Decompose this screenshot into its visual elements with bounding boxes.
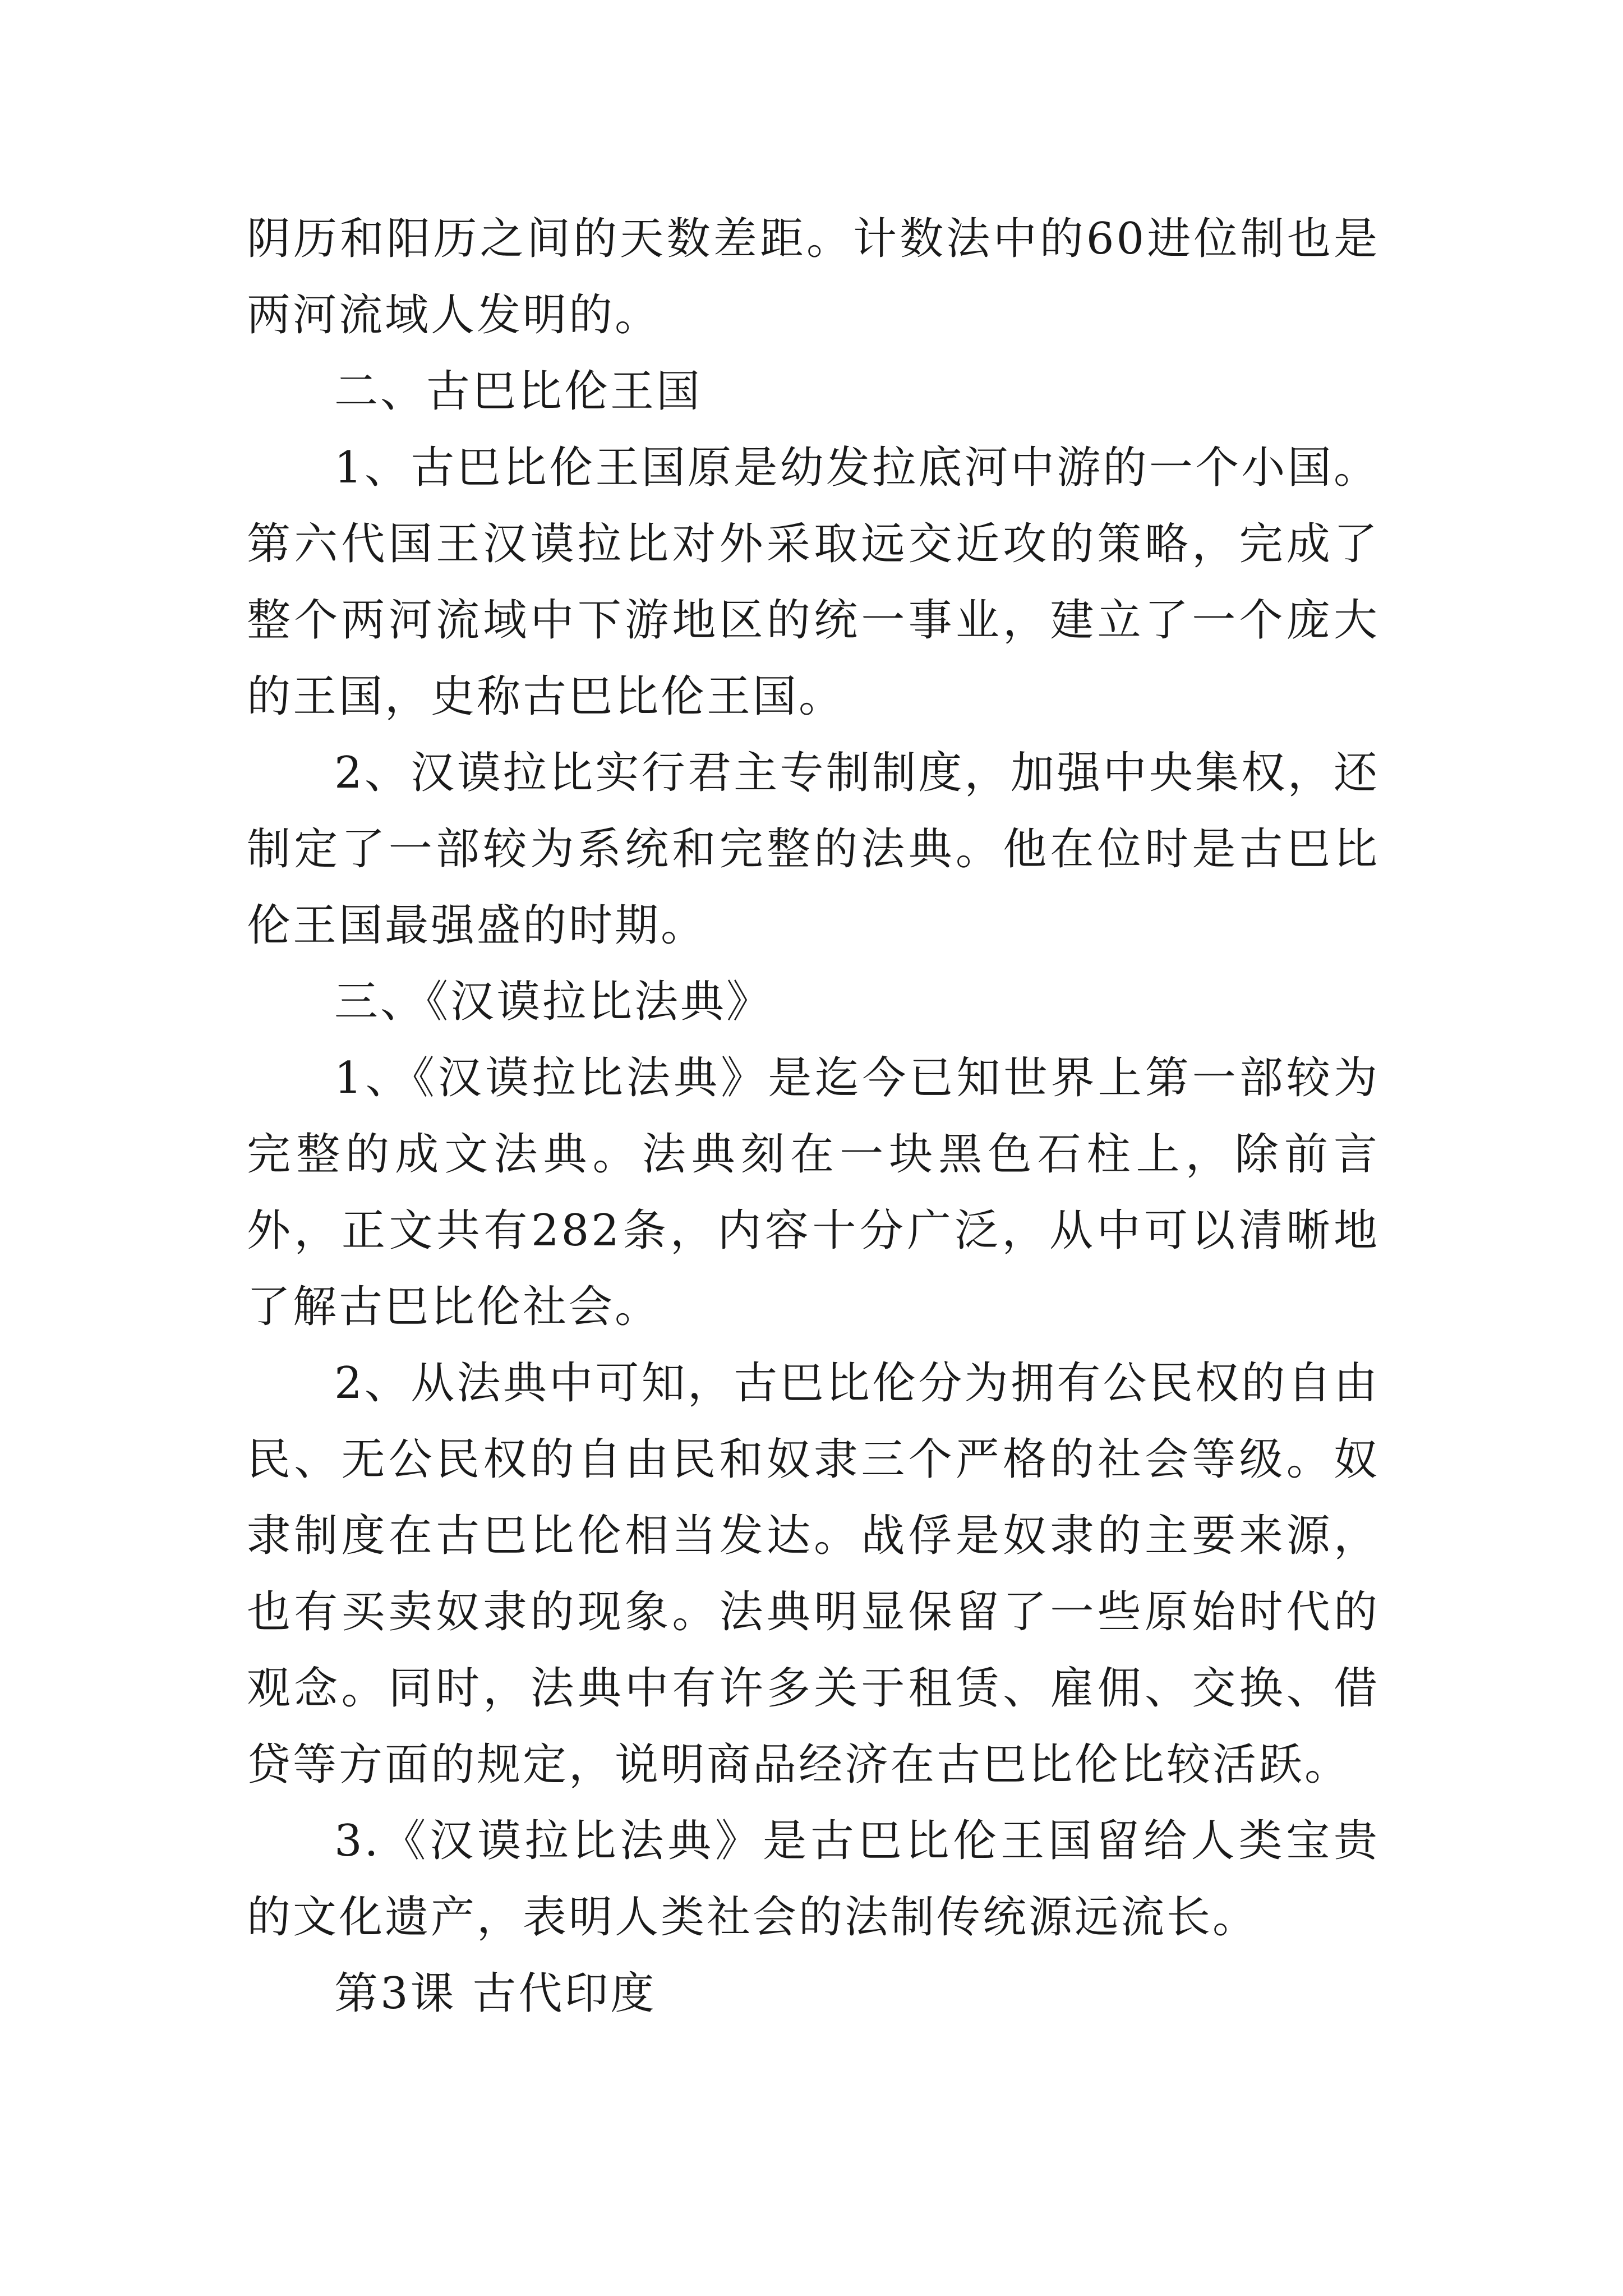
paragraph-2-2: 2、汉谟拉比实行君主专制制度，加强中央集权，还制定了一部较为系统和完整的法典。他在位时是古巴比伦王国最强盛的时期。 (247, 748, 1380, 951)
paragraph-3-1: 1、《汉谟拉比法典》是迄今已知世界上第一部较为完整的成文法典。法典刻在一块黑色石柱上，除前言外，正文共有282条，内容十分广泛，从中可以清晰地了解古巴比伦社会。 (247, 1053, 1380, 1332)
paragraph-3-2: 2、从法典中可知，古巴比伦分为拥有公民权的自由民、无公民权的自由民和奴隶三个严格的社会等级。奴隶制度在古巴比伦相当发达。战俘是奴隶的主要来源，也有买卖奴隶的现象。法典明显保留了一些原始时代的观念。同时，法典中有许多关于租赁、雇佣、交换、借贷等方面的规定，说明商品经济在古巴比伦比较活跃。 (247, 1358, 1380, 1790)
paragraph-3-3: 3.《汉谟拉比法典》是古巴比伦王国留给人类宝贵的文化遗产，表明人类社会的法制传统源远流长。 (247, 1816, 1380, 1943)
section-heading-3: 三、《汉谟拉比法典》 (334, 977, 773, 1027)
document-body (247, 201, 1380, 2032)
section-heading-2: 二、古巴比伦王国 (334, 366, 703, 417)
paragraph-continuation: 阴历和阳历之间的天数差距。计数法中的60进位制也是两河流域人发明的。 (247, 214, 1380, 341)
lesson-heading: 第3课 古代印度 (334, 1968, 657, 2019)
paragraph-2-1: 1、古巴比伦王国原是幼发拉底河中游的一个小国。第六代国王汉谟拉比对外采取远交近攻的策略，完成了整个两河流域中下游地区的统一事业，建立了一个庞大的王国，史称古巴比伦王国。 (247, 443, 1380, 722)
